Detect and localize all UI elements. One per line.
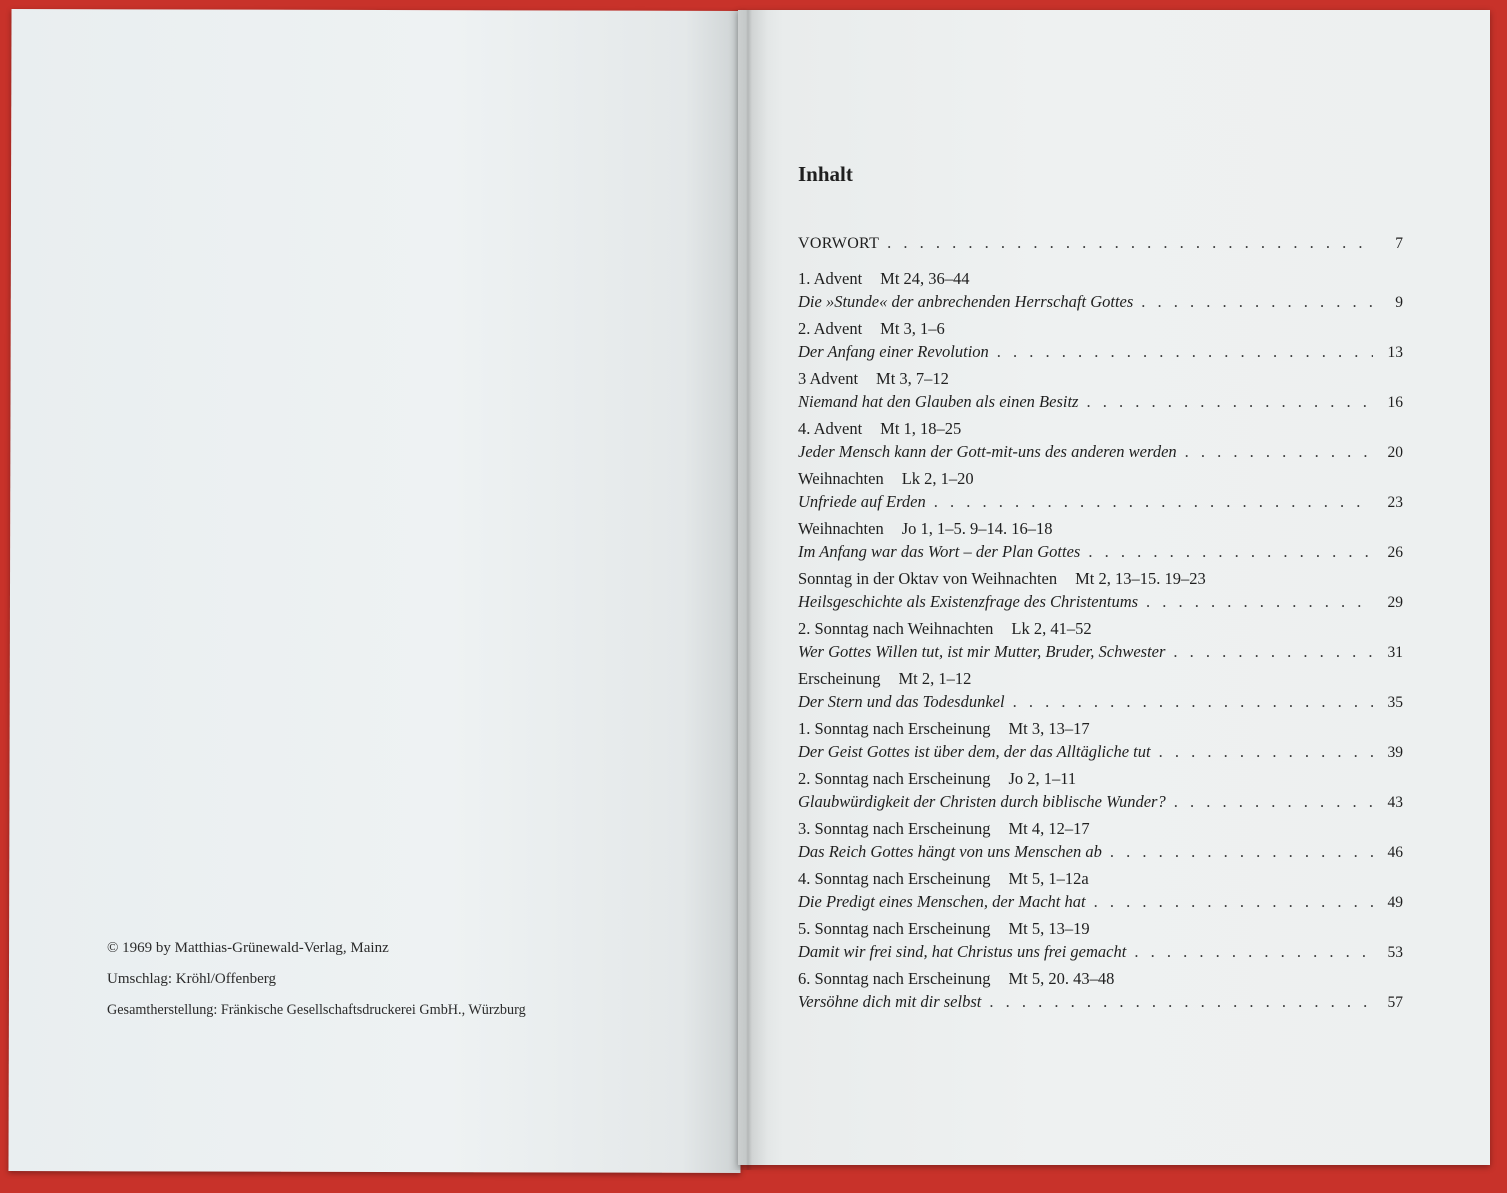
toc-entry-scripture-ref: Mt 5, 13–19: [1008, 919, 1090, 938]
toc-entry-heading-row: [798, 369, 1403, 392]
toc-title: Inhalt: [798, 162, 853, 186]
toc-entry-scripture-ref: Mt 4, 12–17: [1008, 819, 1090, 838]
toc-entry: [798, 419, 1403, 465]
toc-entry-page-number: 16: [1387, 394, 1403, 411]
toc-entry-page-number: 26: [1387, 544, 1403, 561]
toc-entry: [798, 619, 1403, 665]
toc-entry-subtitle-row: [798, 892, 1403, 915]
toc-entry-heading-row: [798, 919, 1403, 942]
toc-entry-page-number: 13: [1387, 344, 1403, 361]
toc-entry-subtitle: Der Anfang einer Revolution: [798, 342, 989, 361]
toc-entry-subtitle-row: [798, 842, 1403, 865]
toc-entry: [798, 569, 1403, 615]
toc-entry-heading-row: [798, 469, 1403, 492]
toc-entry-heading: 2. Sonntag nach Erscheinung: [798, 769, 991, 788]
toc-entry-heading: 5. Sonntag nach Erscheinung: [798, 919, 991, 938]
toc-entry-subtitle: Niemand hat den Glauben als einen Besitz: [798, 392, 1079, 411]
toc-entry-subtitle: Jeder Mensch kann der Gott-mit-uns des anderen werden: [798, 442, 1177, 461]
leader-dots: [1088, 542, 1373, 562]
toc-entry-heading-row: [798, 769, 1403, 792]
toc-entry-subtitle-row: [798, 492, 1403, 515]
toc-entry-subtitle-row: [798, 992, 1403, 1015]
production-credit-line: Gesamtherstellung: Fränkische Gesellschaftsdruckerei GmbH., Würzburg: [107, 1002, 526, 1018]
toc-entry-page-number: 9: [1395, 294, 1403, 311]
toc-entry-heading: Erscheinung: [798, 669, 881, 688]
toc-foreword-row: [798, 233, 1403, 256]
toc-entry-heading: 3. Sonntag nach Erscheinung: [798, 819, 991, 838]
toc-entry-subtitle-row: [798, 292, 1403, 315]
toc-entry-scripture-ref: Mt 3, 13–17: [1008, 719, 1090, 738]
toc-entry: [798, 669, 1403, 715]
toc-entry-subtitle-row: [798, 542, 1403, 565]
toc-entry-subtitle-row: [798, 442, 1403, 465]
toc-entry-subtitle-row: [798, 692, 1403, 715]
toc-entry-heading-row: [798, 319, 1403, 342]
toc-entry: [798, 469, 1403, 515]
leader-dots: [1146, 592, 1373, 612]
toc-entry-subtitle: Das Reich Gottes hängt von uns Menschen ab: [798, 842, 1102, 861]
toc-entry-subtitle: Die Predigt eines Menschen, der Macht hat: [798, 892, 1086, 911]
leader-dots: [989, 992, 1373, 1012]
toc-entry-subtitle-row: [798, 392, 1403, 415]
foreword-page-number: 7: [1395, 235, 1403, 252]
foreword-label: VORWORT: [798, 235, 880, 252]
toc-entry-page-number: 20: [1387, 444, 1403, 461]
toc-entry-subtitle: Der Stern und das Todesdunkel: [798, 692, 1005, 711]
toc-entry-scripture-ref: Mt 24, 36–44: [880, 269, 970, 288]
toc-entry-subtitle-row: [798, 742, 1403, 765]
toc-entry-scripture-ref: Mt 2, 13–15. 19–23: [1075, 569, 1206, 588]
leader-dots: [997, 342, 1373, 362]
toc-entry-scripture-ref: Jo 1, 1–5. 9–14. 16–18: [901, 519, 1053, 538]
toc-entry: [798, 369, 1403, 415]
toc-entry-heading-row: [798, 819, 1403, 842]
toc-entry-page-number: 57: [1387, 994, 1403, 1011]
toc-entry-heading-row: [798, 569, 1403, 592]
leader-dots: [1013, 692, 1373, 712]
leader-dots: [1086, 392, 1373, 412]
toc-entry-scripture-ref: Mt 3, 7–12: [876, 369, 949, 388]
leader-dots: [1159, 742, 1373, 762]
toc-entry-page-number: 29: [1387, 594, 1403, 611]
toc-entry-heading: 4. Sonntag nach Erscheinung: [798, 869, 991, 888]
toc-entry-heading-row: [798, 719, 1403, 742]
toc-entry-heading: 1. Advent: [798, 269, 863, 288]
toc-entry-subtitle: Heilsgeschichte als Existenzfrage des Christentums: [798, 592, 1139, 611]
toc-entry-subtitle: Der Geist Gottes ist über dem, der das Alltägliche tut: [798, 742, 1151, 761]
leader-dots: [1134, 942, 1373, 962]
toc-entry-subtitle: Die »Stunde« der anbrechenden Herrschaft Gottes: [798, 292, 1134, 311]
toc-entry-page-number: 23: [1387, 494, 1403, 511]
toc-entry-scripture-ref: Mt 3, 1–6: [880, 319, 945, 338]
toc-entry-subtitle-row: [798, 342, 1403, 365]
toc-entry-heading-row: [798, 519, 1403, 542]
toc-entry: [798, 869, 1403, 915]
toc-entry-subtitle: Wer Gottes Willen tut, ist mir Mutter, Bruder, Schwester: [798, 642, 1166, 661]
toc-entry-subtitle-row: [798, 642, 1403, 665]
toc-entry-scripture-ref: Lk 2, 1–20: [901, 469, 974, 488]
leader-dots: [1110, 842, 1373, 862]
toc-entry: [798, 819, 1403, 865]
toc-entry-scripture-ref: Mt 5, 1–12a: [1008, 869, 1089, 888]
leader-dots: [1173, 642, 1373, 662]
toc-entry-subtitle: Damit wir frei sind, hat Christus uns frei gemacht: [798, 942, 1127, 961]
leader-dots: [887, 233, 1373, 253]
toc-entry-page-number: 46: [1387, 844, 1403, 861]
toc-entry-heading-row: [798, 869, 1403, 892]
leader-dots: [1174, 792, 1373, 812]
toc-entry-heading: 6. Sonntag nach Erscheinung: [798, 969, 991, 988]
toc-entry-subtitle: Versöhne dich mit dir selbst: [798, 992, 982, 1011]
toc-entry: [798, 919, 1403, 965]
toc-entry-scripture-ref: Mt 2, 1–12: [898, 669, 972, 688]
toc-entry-subtitle-row: [798, 592, 1403, 615]
toc-entry-scripture-ref: Mt 1, 18–25: [880, 419, 962, 438]
copyright-line: © 1969 by Matthias-Grünewald-Verlag, Mainz: [107, 940, 389, 956]
toc-entry-heading: 3 Advent: [798, 369, 859, 388]
toc-entry: [798, 769, 1403, 815]
toc-entry-heading: Weihnachten: [798, 519, 884, 538]
toc-entry: [798, 269, 1403, 315]
toc-entry-subtitle: Glaubwürdigkeit der Christen durch biblische Wunder?: [798, 792, 1166, 811]
table-of-contents: [798, 162, 1403, 1019]
toc-entry-subtitle: Unfriede auf Erden: [798, 492, 926, 511]
toc-entry-heading: 2. Advent: [798, 319, 863, 338]
toc-entry-page-number: 31: [1387, 644, 1403, 661]
toc-entry-heading: 4. Advent: [798, 419, 863, 438]
imprint: [107, 940, 667, 1033]
leader-dots: [1185, 442, 1373, 462]
toc-entry-scripture-ref: Mt 5, 20. 43–48: [1008, 969, 1115, 988]
toc-entry: [798, 319, 1403, 365]
toc-entry-page-number: 39: [1387, 744, 1403, 761]
toc-entry: [798, 519, 1403, 565]
toc-entry-heading-row: [798, 619, 1403, 642]
leader-dots: [1094, 892, 1373, 912]
toc-entry-scripture-ref: Lk 2, 41–52: [1011, 619, 1092, 638]
toc-entry: [798, 719, 1403, 765]
toc-entry-page-number: 49: [1387, 894, 1403, 911]
toc-entry-page-number: 43: [1387, 794, 1403, 811]
toc-entry-heading-row: [798, 969, 1403, 992]
toc-entry-heading-row: [798, 669, 1403, 692]
toc-entry-page-number: 35: [1387, 694, 1403, 711]
toc-entry-page-number: 53: [1387, 944, 1403, 961]
toc-entry-heading: 1. Sonntag nach Erscheinung: [798, 719, 991, 738]
toc-entry-heading: Sonntag in der Oktav von Weihnachten: [798, 569, 1058, 588]
toc-entry-subtitle-row: [798, 942, 1403, 965]
toc-entry-heading-row: [798, 419, 1403, 442]
toc-entry-heading: Weihnachten: [798, 469, 884, 488]
leader-dots: [934, 492, 1373, 512]
toc-entry: [798, 969, 1403, 1015]
toc-entry-heading-row: [798, 269, 1403, 292]
toc-entry-scripture-ref: Jo 2, 1–11: [1008, 769, 1077, 788]
toc-entry-heading: 2. Sonntag nach Weihnachten: [798, 619, 994, 638]
leader-dots: [1141, 292, 1373, 312]
toc-entry-subtitle-row: [798, 792, 1403, 815]
cover-credit-line: Umschlag: Kröhl/Offenberg: [107, 971, 276, 987]
toc-entries: [798, 269, 1403, 1015]
toc-entry-subtitle: Im Anfang war das Wort – der Plan Gottes: [798, 542, 1081, 561]
